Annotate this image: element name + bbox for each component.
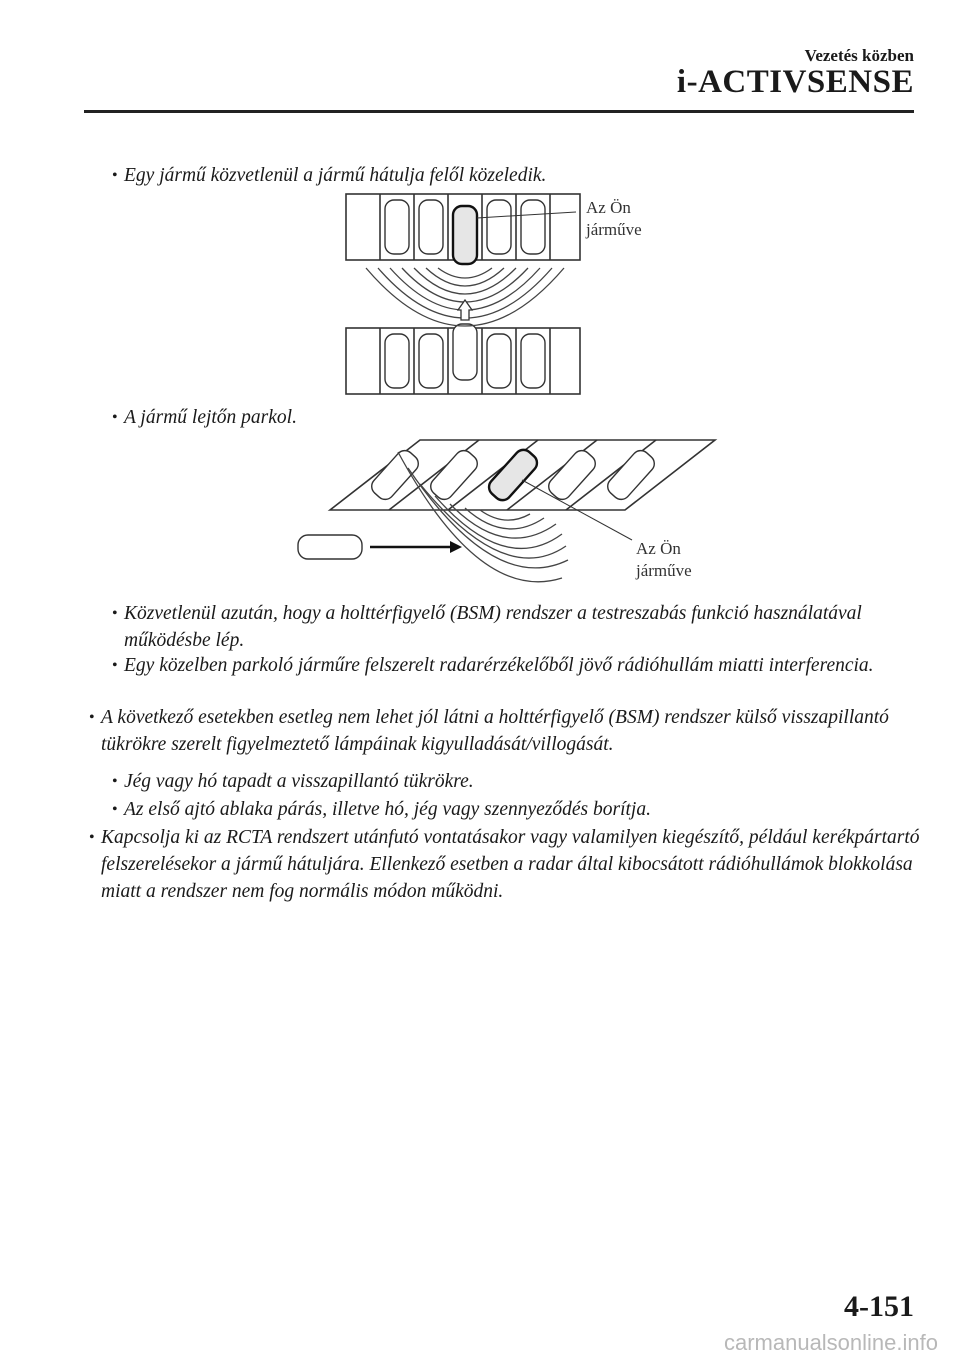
bullet-5 <box>89 704 921 758</box>
figure-angle-parking <box>290 428 720 588</box>
bullet-dot: • <box>112 773 118 790</box>
bullet-text: Jég vagy hó tapadt a visszapillantó tükrökre. <box>124 771 474 792</box>
bullet-dot: • <box>89 709 95 726</box>
figure2-label-line2: járműve <box>636 561 692 580</box>
header-title: i-ACTIVSENSE <box>676 64 914 100</box>
bullet-7 <box>112 796 904 823</box>
bullet-1 <box>112 162 904 189</box>
bullet-dot: • <box>89 829 95 846</box>
figure-rear-approach <box>340 188 670 400</box>
bullet-2 <box>112 404 904 431</box>
page-number: 4-151 <box>844 1290 914 1323</box>
figure2-label-line1: Az Ön <box>636 539 681 558</box>
bullet-dot: • <box>112 657 118 674</box>
header-rule <box>84 110 914 113</box>
bullet-text: A következő esetekben esetleg nem lehet jól látni a holttérfigyelő (BSM) rendszer külső visszapillantó tükrökre szerelt figyelmeztető lámpáinak kigyulladását/villogását. <box>101 707 889 755</box>
bullet-text: Egy közelben parkoló járműre felszerelt radarérzékelőből jövő rádióhullám miatti interferencia. <box>124 655 874 676</box>
bullet-4 <box>112 652 904 679</box>
bullet-dot: • <box>112 409 118 426</box>
bullet-dot: • <box>112 801 118 818</box>
bullet-text: A jármű lejtőn parkol. <box>124 407 297 428</box>
bullet-dot: • <box>112 167 118 184</box>
watermark: carmanualsonline.info <box>723 1330 938 1355</box>
bullet-text: Az első ajtó ablaka párás, illetve hó, jég vagy szennyeződés borítja. <box>124 799 651 820</box>
bullet-6 <box>112 768 904 795</box>
bullet-8 <box>89 824 921 905</box>
bullet-text: Kapcsolja ki az RCTA rendszert utánfutó vontatásakor vagy valamilyen kiegészítő, például kerékpártartó felszerelésekor a jármű hátuljára. Ellenkező esetben a radar által kibocsátott rádióhullámok blokkolása miatt a rendszer nem fog normális módon működni. <box>101 827 920 902</box>
header-subtitle: Vezetés közben <box>804 46 914 65</box>
bullet-dot: • <box>112 605 118 622</box>
bullet-text: Közvetlenül azután, hogy a holttérfigyelő (BSM) rendszer a testreszabás funkció használatával működésbe lép. <box>124 603 862 651</box>
bullet-text: Egy jármű közvetlenül a jármű hátulja felől közeledik. <box>124 165 547 186</box>
figure1-label-line1: Az Ön <box>586 198 631 217</box>
bullet-3 <box>112 600 904 654</box>
figure1-label-line2: járműve <box>586 220 642 239</box>
